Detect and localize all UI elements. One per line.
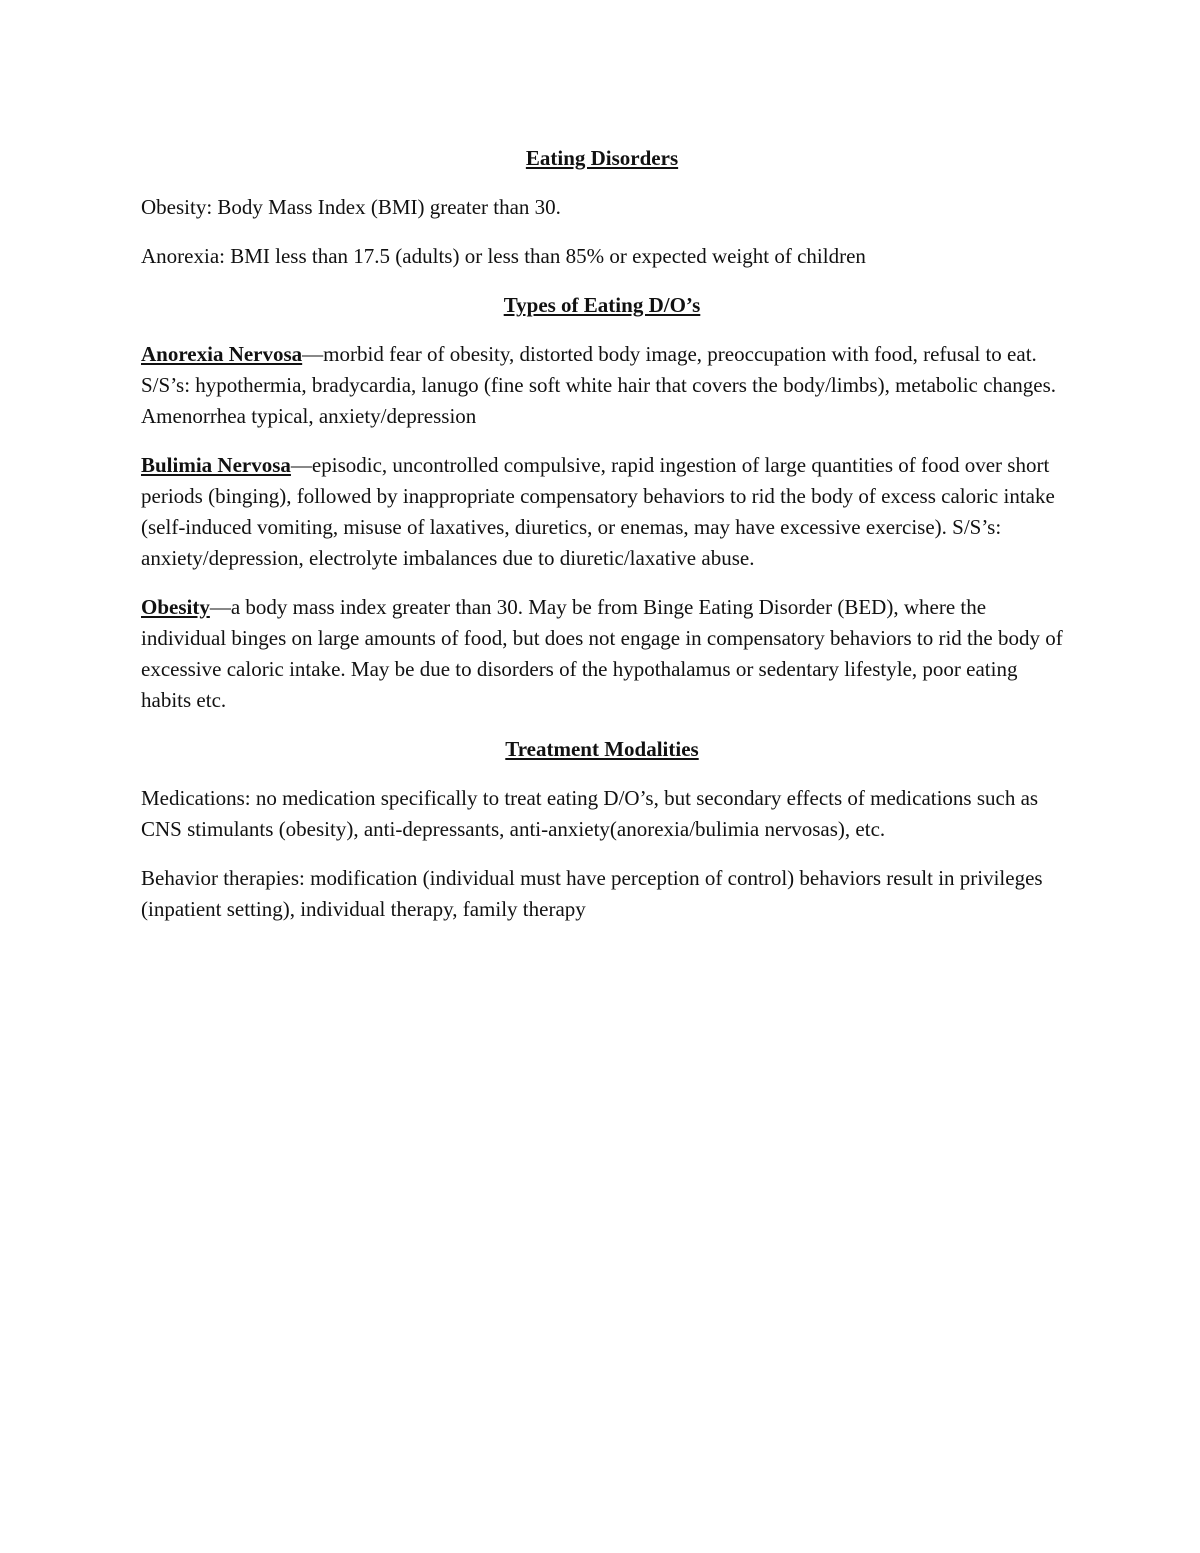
treatment-medications: Medications: no medication specifically to treat eating D/O’s, but secondary effects of medications such as CNS stimulants (obesity), anti-depressants, anti-anxiety(anorexia/bulimia nervosas), etc. [141, 786, 1039, 841]
type-term: Anorexia Nervosa [141, 342, 303, 366]
type-description: —episodic, uncontrolled compulsive, rapid ingestion of large quantities of food over short periods (binging), followed by inappropriate compensatory behaviors to rid the body of excess caloric intake (self-induced vomiting, misuse of laxatives, diuretics, or enemas, may have excessive exercise). S/S’s: anxiety/depression, electrolyte imbalances due to diuretic/laxative abuse. [141, 453, 1055, 570]
type-description: —morbid fear of obesity, distorted body image, preoccupation with food, refusal to eat. S/S’s: hypothermia, bradycardia, lanugo (fine soft white hair that covers the body/limbs), metabolic changes. Amenorrhea typical, anxiety/depression [141, 342, 1057, 428]
anorexia-definition: Anorexia: BMI less than 17.5 (adults) or less than 85% or expected weight of children [141, 244, 866, 268]
type-bulimia-nervosa [141, 450, 1063, 574]
treatment-heading: Treatment Modalities [505, 737, 699, 761]
document-title: Eating Disorders [525, 146, 679, 170]
types-heading: Types of Eating D/O’s [503, 293, 701, 317]
type-term: Bulimia Nervosa [141, 453, 291, 477]
type-term: Obesity [141, 595, 210, 619]
type-obesity [141, 592, 1063, 716]
type-anorexia-nervosa [141, 339, 1063, 432]
treatment-behavior-therapies: Behavior therapies: modification (individual must have perception of control) behaviors result in privileges (inpatient setting), individual therapy, family therapy [141, 866, 1043, 921]
obesity-definition: Obesity: Body Mass Index (BMI) greater than 30. [141, 195, 561, 219]
document-body [141, 143, 1063, 943]
type-description: —a body mass index greater than 30. May be from Binge Eating Disorder (BED), where the individual binges on large amounts of food, but does not engage in compensatory behaviors to rid the body of excessive caloric intake. May be due to disorders of the hypothalamus or sedentary lifestyle, poor eating habits etc. [141, 595, 1063, 712]
